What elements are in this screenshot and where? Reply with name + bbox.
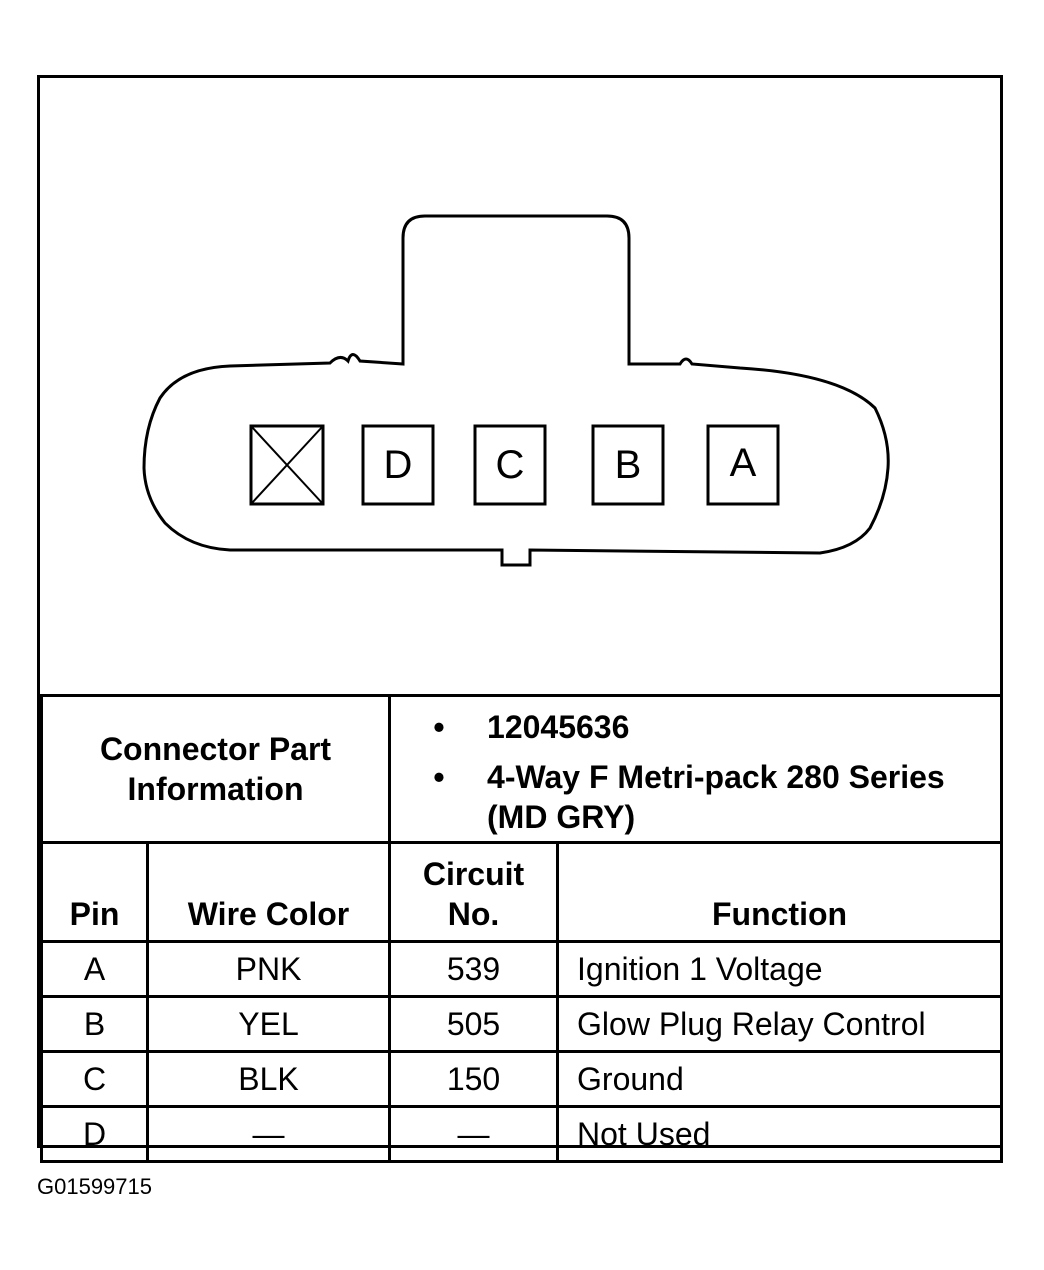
part-info-item xyxy=(391,707,1000,747)
cell-pin: C xyxy=(42,1052,148,1107)
table-row xyxy=(42,997,1002,1052)
table-row xyxy=(42,942,1002,997)
connector-face-diagram xyxy=(40,78,1000,696)
cell-function: Ignition 1 Voltage xyxy=(558,942,1002,997)
connector-info-table xyxy=(40,694,1003,1163)
header-pin: Pin xyxy=(42,843,148,942)
pin-table-header-row xyxy=(42,843,1002,942)
cell-wire-color: YEL xyxy=(148,997,390,1052)
cell-wire-color: PNK xyxy=(148,942,390,997)
header-circuit-no-text: Circuit No. xyxy=(422,856,525,932)
part-info-row xyxy=(42,696,1002,843)
part-description: 4-Way F Metri-pack 280 Series (MD GRY) xyxy=(487,759,945,835)
cell-pin: B xyxy=(42,997,148,1052)
cell-circuit-no: 539 xyxy=(390,942,558,997)
part-info-values xyxy=(390,696,1002,843)
cavity-label-c: C xyxy=(495,443,525,487)
table-row xyxy=(42,1107,1002,1162)
cell-pin: A xyxy=(42,942,148,997)
cavity-label-a: A xyxy=(729,441,757,485)
connector-outline xyxy=(40,78,1000,696)
part-number: 12045636 xyxy=(487,709,630,745)
bullet: • xyxy=(433,709,445,745)
cell-wire-color: — xyxy=(148,1107,390,1162)
header-wire-color: Wire Color xyxy=(148,843,390,942)
cell-function: Glow Plug Relay Control xyxy=(558,997,1002,1052)
housing-outline xyxy=(144,216,888,565)
cavity-label-b: B xyxy=(614,443,642,487)
figure-code: G01599715 xyxy=(37,1174,152,1199)
cell-circuit-no: 150 xyxy=(390,1052,558,1107)
header-circuit-no xyxy=(390,843,558,942)
table-row xyxy=(42,1052,1002,1107)
diagram-frame xyxy=(37,75,1003,1152)
header-function: Function xyxy=(558,843,1002,942)
cell-circuit-no: — xyxy=(390,1107,558,1162)
cell-wire-color: BLK xyxy=(148,1052,390,1107)
bullet: • xyxy=(433,759,445,795)
cell-pin: D xyxy=(42,1107,148,1162)
cell-function: Not Used xyxy=(558,1107,1002,1162)
part-info-label: Connector Part Information xyxy=(42,696,390,843)
cavity-label-d: D xyxy=(383,443,413,487)
cell-circuit-no: 505 xyxy=(390,997,558,1052)
cell-function: Ground xyxy=(558,1052,1002,1107)
part-info-item xyxy=(391,757,1000,837)
